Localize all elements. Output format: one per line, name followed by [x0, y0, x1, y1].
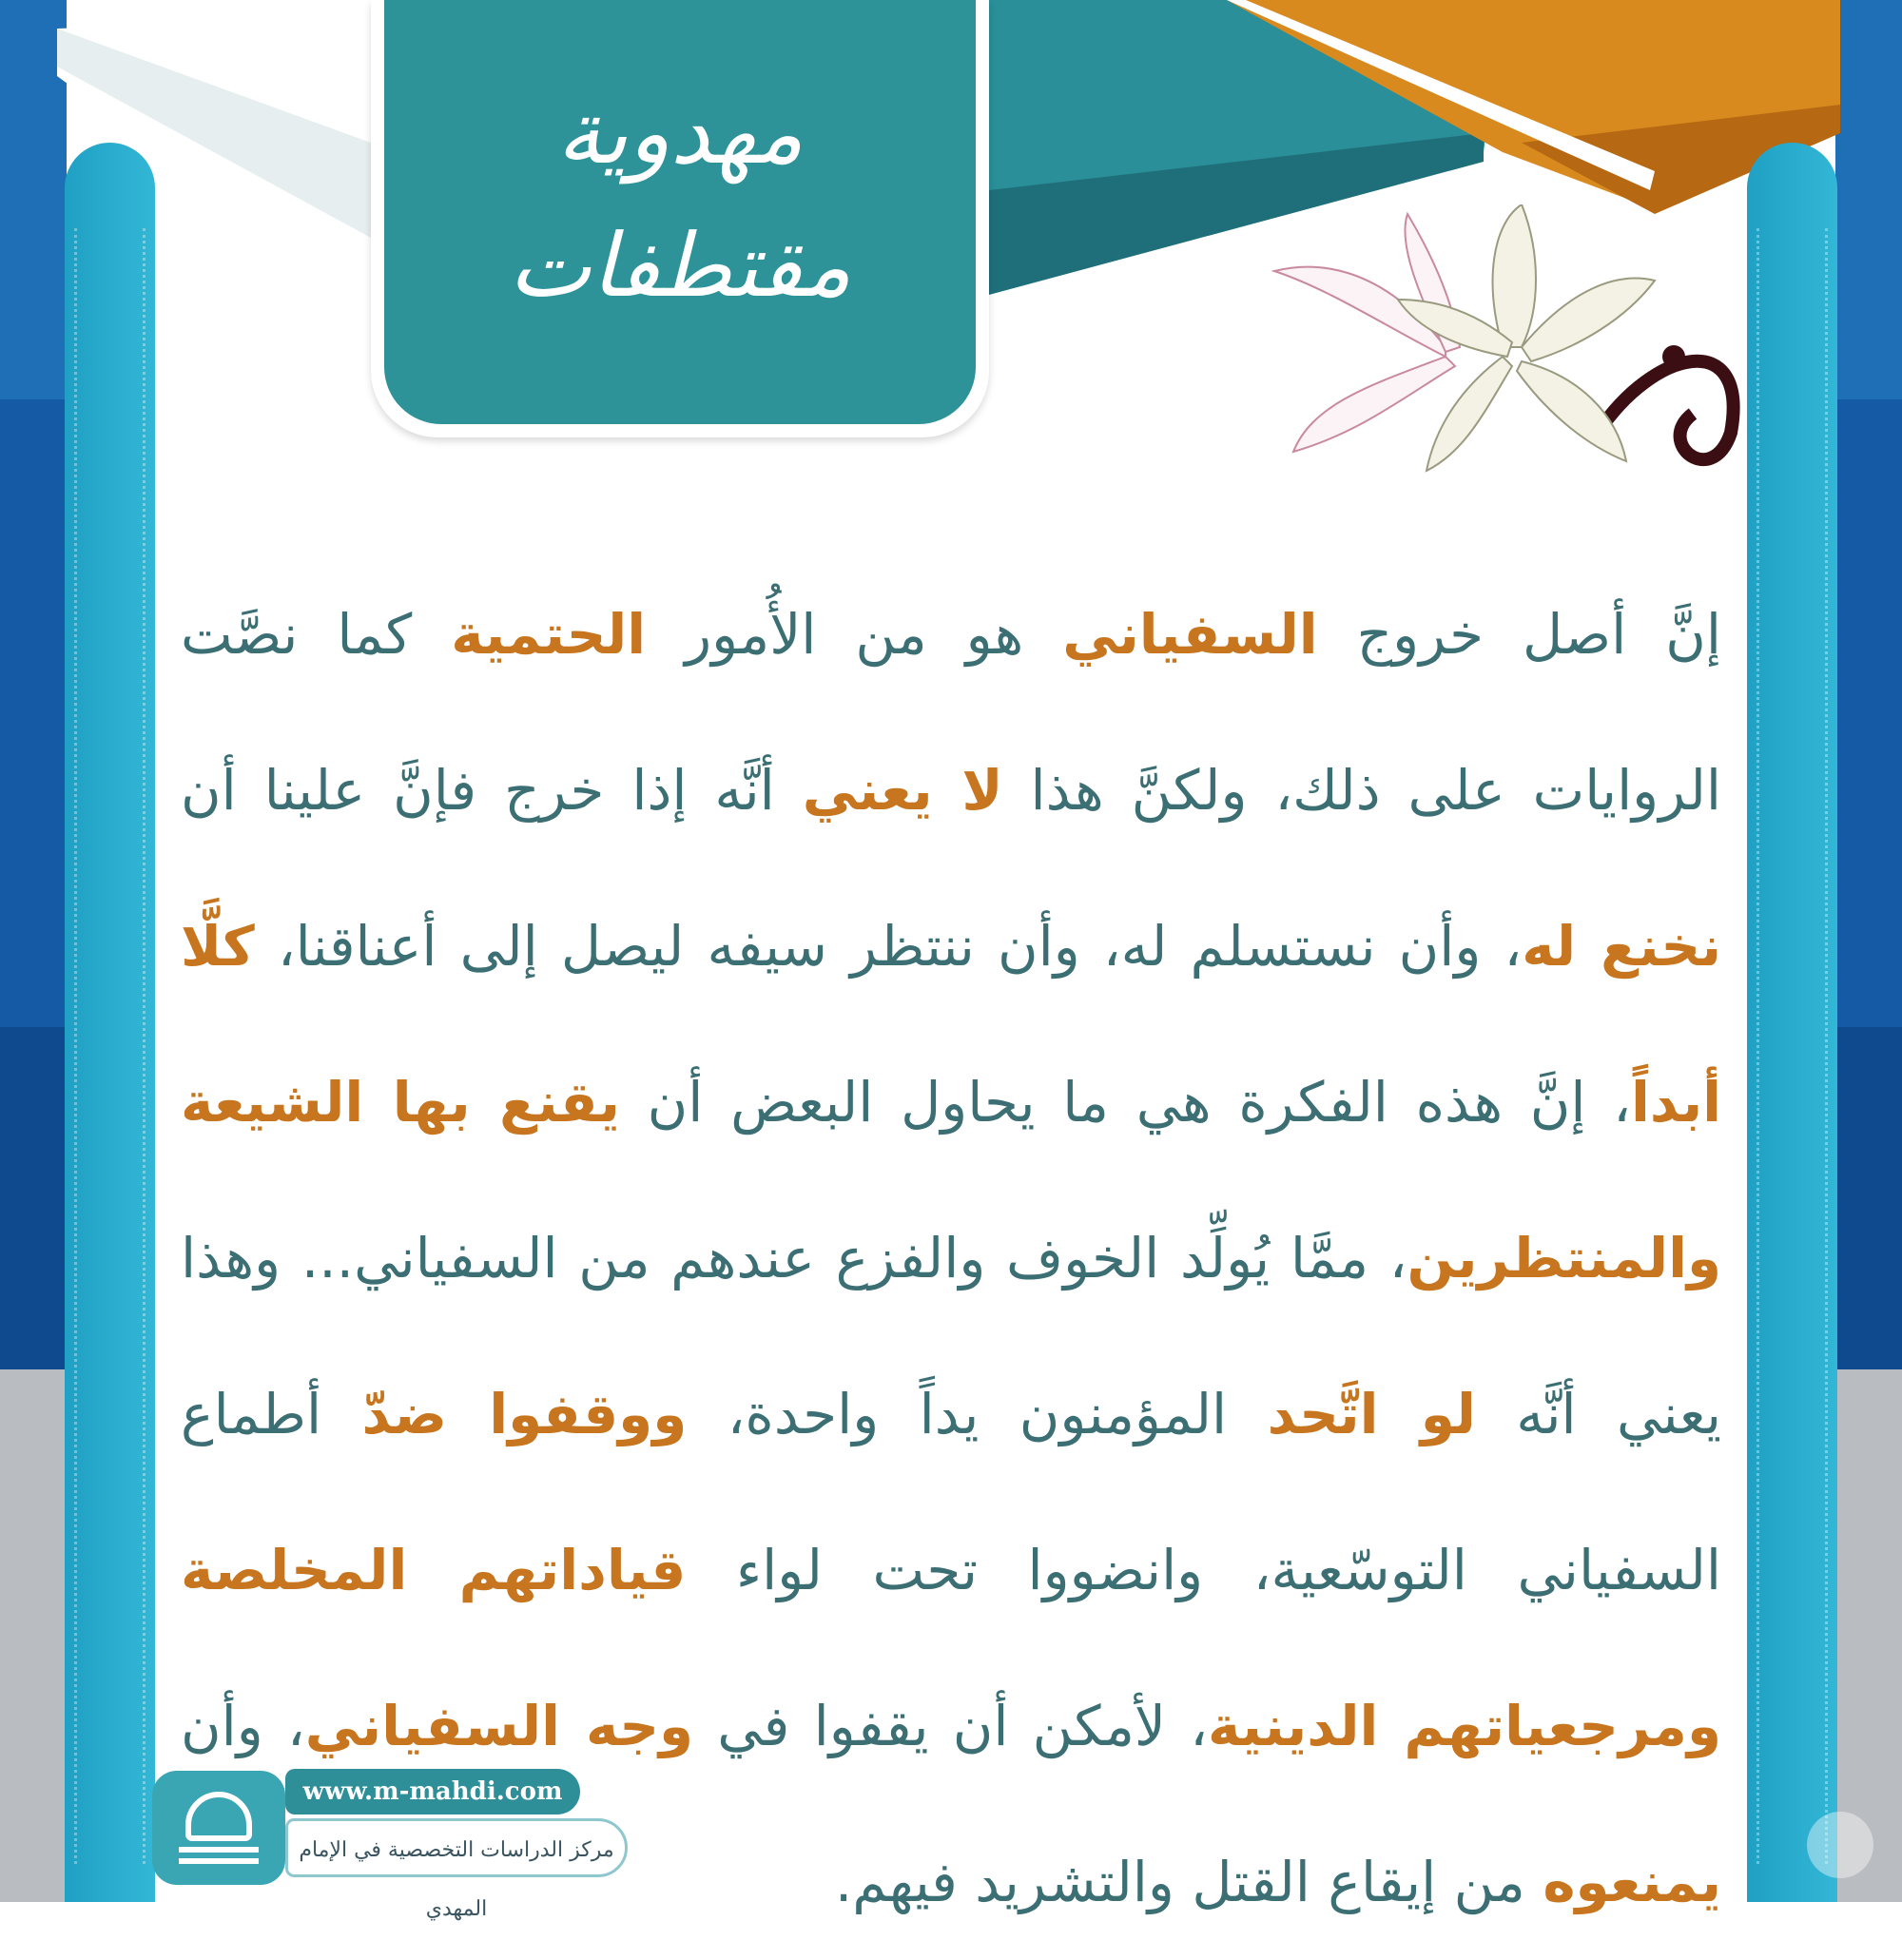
highlighted-phrase: يمنعوه: [1543, 1850, 1721, 1914]
center-logo-emblem: [152, 1771, 285, 1885]
title-card: [371, 0, 989, 437]
body-text-segment: ، وأن: [181, 1694, 305, 1758]
title-line-2: مقتطفات: [508, 215, 852, 317]
highlighted-phrase: ووقفوا ضدّ: [361, 1382, 688, 1446]
highlighted-phrase: لا يعني: [802, 758, 1003, 823]
emblem-base: [179, 1847, 259, 1864]
body-text-segment: أطماع السفياني التوسّعية، وانضووا تحت لواء: [181, 1382, 1721, 1602]
highlighted-phrase: السفياني: [1062, 602, 1318, 667]
highlighted-phrase: قياداتهم المخلصة ومرجعياتهم الدينية: [181, 1538, 1722, 1758]
lily-flower-decoration: [1255, 204, 1750, 480]
page-title: [371, 67, 989, 333]
corner-seal-icon: [1807, 1812, 1873, 1878]
body-text-segment: كما نصَّت الروايات على ذلك، ولكنَّ هذا: [181, 602, 1721, 823]
body-paragraph: [181, 556, 1721, 1960]
body-text-segment: هو من الأُمور: [646, 602, 1063, 667]
pink-lily: [1274, 214, 1460, 452]
body-text-segment: ، إنَّ هذه الفكرة هي ما يحاول البعض أن: [619, 1070, 1631, 1135]
pillar-pattern: [1756, 228, 1828, 1864]
title-line-1: مهدوية: [556, 82, 804, 184]
left-decorative-pillar: [65, 143, 155, 1902]
body-text-segment: ، ممَّا يُولِّد الخوف والفزع عندهم من السفياني... وهذا يعني أنَّه: [181, 1226, 1722, 1446]
body-text-segment: من إيقاع القتل والتشريد فيهم.: [834, 1850, 1543, 1914]
highlighted-phrase: كلَّا أبداً: [181, 914, 1721, 1135]
highlighted-phrase: الحتمية: [451, 602, 647, 667]
highlighted-phrase: وجه السفياني: [304, 1694, 694, 1758]
highlighted-phrase: نخنع له: [1522, 914, 1721, 979]
body-text-segment: ، وأن نستسلم له، وأن ننتظر سيفه ليصل إلى أعناقنا،: [254, 914, 1523, 979]
body-text-segment: المؤمنون يداً واحدة،: [687, 1382, 1268, 1446]
right-decorative-pillar: [1747, 143, 1837, 1902]
body-text-segment: أنَّه إذا خرج فإنَّ علينا أن: [181, 758, 803, 823]
body-text-segment: ، لأمكن أن يقفوا في: [693, 1694, 1208, 1758]
organization-name: مركز الدراسات التخصصية في الإمام المهدي: [285, 1818, 628, 1877]
website-url[interactable]: www.m-mahdi.com: [285, 1769, 580, 1814]
body-text-segment: إنَّ أصل خروج: [1317, 602, 1721, 667]
highlighted-phrase: لو اتَّحد: [1267, 1382, 1476, 1446]
mosque-dome-icon: [185, 1792, 252, 1841]
swirl-dot: [1662, 345, 1685, 368]
pillar-pattern: [74, 228, 146, 1864]
highlighted-phrase: يقنع بها الشيعة والمنتظرين: [181, 1070, 1721, 1290]
